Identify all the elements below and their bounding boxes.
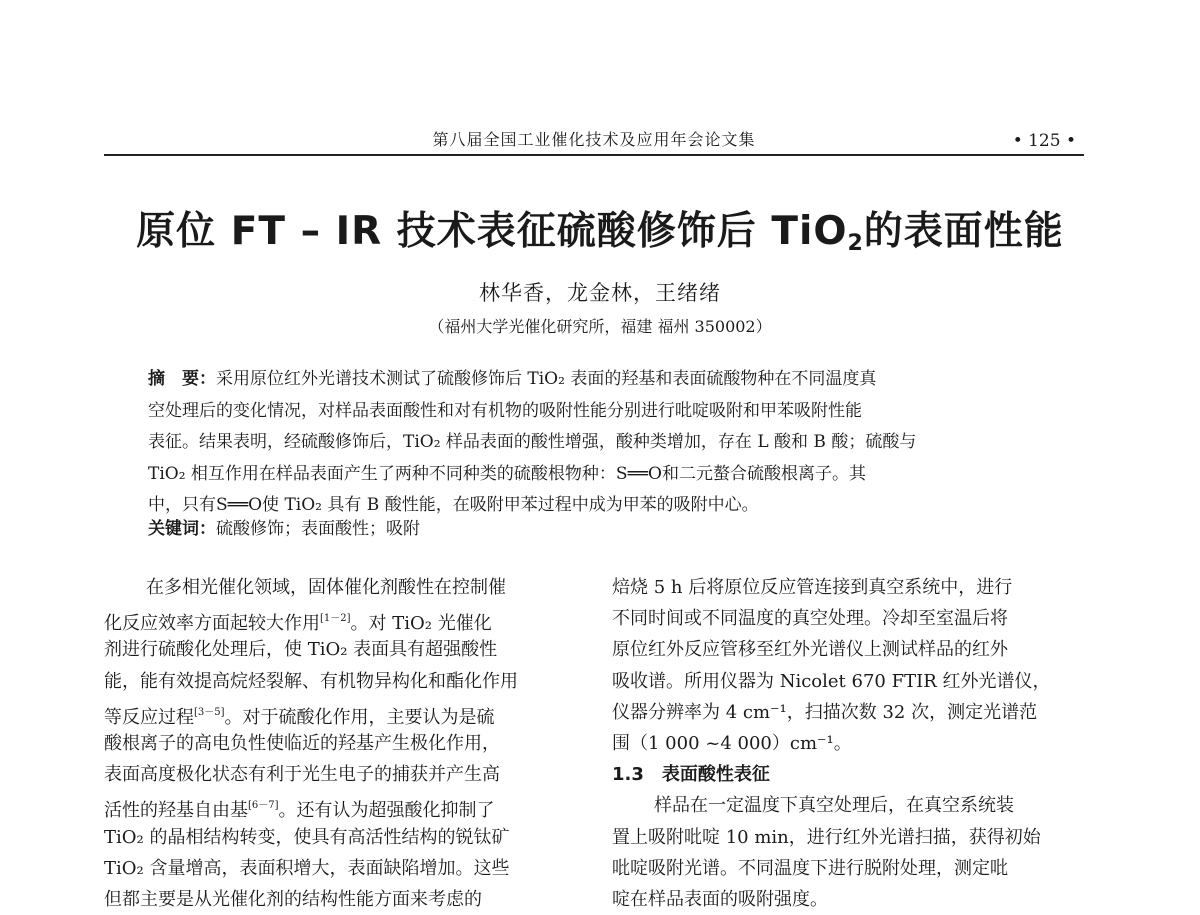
- body-line: 原位红外反应管移至红外光谱仪上测试样品的红外: [612, 639, 1008, 661]
- paper-title-main: 原位 FT – IR 技术表征硫酸修饰后 TiO: [136, 209, 848, 254]
- body-line: 吸收谱。所用仪器为 Nicolet 670 FTIR 红外光谱仪，: [612, 670, 1051, 692]
- body-line: 但都主要是从光催化剂的结构性能方面来考虑的: [104, 888, 482, 910]
- keywords: [148, 514, 420, 539]
- body-text: 等反应过程: [104, 706, 194, 728]
- body-line: 在多相光催化领域，固体催化剂酸性在控制催: [146, 577, 506, 598]
- body-line: 剂进行硫酸化处理后，使 TiO₂ 表面具有超强酸性: [104, 639, 498, 661]
- header-rule: [104, 154, 1084, 156]
- section-heading: 1.3 表面酸性表征: [612, 764, 770, 786]
- abstract-line: TiO₂ 相互作用在样品表面产生了两种不同种类的硫酸根物种：S══O和二元螯合硫酸根离子。其: [148, 463, 866, 484]
- body-line: 酸根离子的高电负性使临近的羟基产生极化作用，: [104, 732, 500, 754]
- body-line: 表面高度极化状态有利于光生电子的捕获并产生高: [104, 764, 500, 786]
- body-line: [104, 603, 574, 634]
- keywords-text: 硫酸修饰；表面酸性；吸附: [216, 519, 420, 539]
- body-line: [104, 697, 574, 728]
- abstract-line: 空处理后的变化情况，对样品表面酸性和对有机物的吸附性能分别进行吡啶吸附和甲苯吸附性能: [148, 400, 862, 421]
- paper-title-subscript: 2: [847, 231, 864, 256]
- body-line: TiO₂ 含量增高，表面积增大，表面缺陷增加。这些: [104, 857, 510, 879]
- abstract-line: 表征。结果表明，经硫酸修饰后，TiO₂ 样品表面的酸性增强，酸种类增加，存在 L 酸和 B 酸；硫酸与: [148, 432, 917, 452]
- body-line: TiO₂ 的晶相结构转变，使具有高活性结构的锐钛矿: [104, 826, 510, 848]
- authors: 林华香，龙金林，王绪绪: [479, 281, 721, 305]
- body-text: 。还有认为超强酸化抑制了: [278, 800, 495, 822]
- body-line: 置上吸附吡啶 10 min，进行红外光谱扫描，获得初始: [612, 826, 1041, 848]
- body-text: 。对于硫酸化作用，主要认为是硫: [224, 706, 495, 728]
- citation: [6－7]: [248, 800, 279, 812]
- body-line: 能，能有效提高烷烃裂解、有机物异构化和酯化作用: [104, 670, 518, 692]
- body-text: 化反应效率方面起较大作用: [104, 613, 320, 635]
- keywords-label: 关键词：: [148, 519, 216, 539]
- running-title: 第八届全国工业催化技术及应用年会论文集: [432, 130, 756, 149]
- citation: [3－5]: [194, 706, 225, 718]
- body-line: 焙烧 5 h 后将原位反应管连接到真空系统中，进行: [612, 577, 1013, 598]
- abstract-text: 采用原位红外光谱技术测试了硫酸修饰后 TiO₂ 表面的羟基和表面硫酸物种在不同温度真: [216, 369, 877, 389]
- citation: [1－2]: [320, 613, 351, 625]
- paper-title: [0, 209, 1200, 256]
- abstract: [148, 364, 1043, 522]
- body-line: 围（1 000 ~4 000）cm⁻¹。: [612, 732, 852, 754]
- abstract-line: 中，只有S══O使 TiO₂ 具有 B 酸性能，在吸附甲苯过程中成为甲苯的吸附中心。: [148, 495, 759, 515]
- affiliation: （福州大学光催化研究所，福建 福州 350002）: [428, 317, 772, 336]
- body-line: 仪器分辨率为 4 cm⁻¹，扫描次数 32 次，测定光谱范: [612, 701, 1038, 723]
- paper-title-end: 的表面性能: [863, 209, 1064, 254]
- body-line: [104, 790, 574, 821]
- abstract-label: 摘 要：: [148, 369, 216, 389]
- running-header: [104, 125, 1084, 155]
- body-line: 不同时间或不同温度的真空处理。冷却至室温后将: [612, 608, 1008, 630]
- page-number: • 125 •: [1012, 131, 1076, 151]
- body-line: 样品在一定温度下真空处理后，在真空系统装: [654, 795, 1014, 817]
- body-left-column: [104, 572, 574, 915]
- abstract-line: [148, 364, 1043, 396]
- body-text: 。对 TiO₂ 光催化: [350, 613, 492, 635]
- body-line: 啶在样品表面的吸附强度。: [612, 888, 828, 910]
- body-text: 活性的羟基自由基: [104, 800, 248, 822]
- body-right-column: [612, 572, 1082, 915]
- body-line: 吡啶吸附光谱。不同温度下进行脱附处理，测定吡: [612, 857, 1008, 879]
